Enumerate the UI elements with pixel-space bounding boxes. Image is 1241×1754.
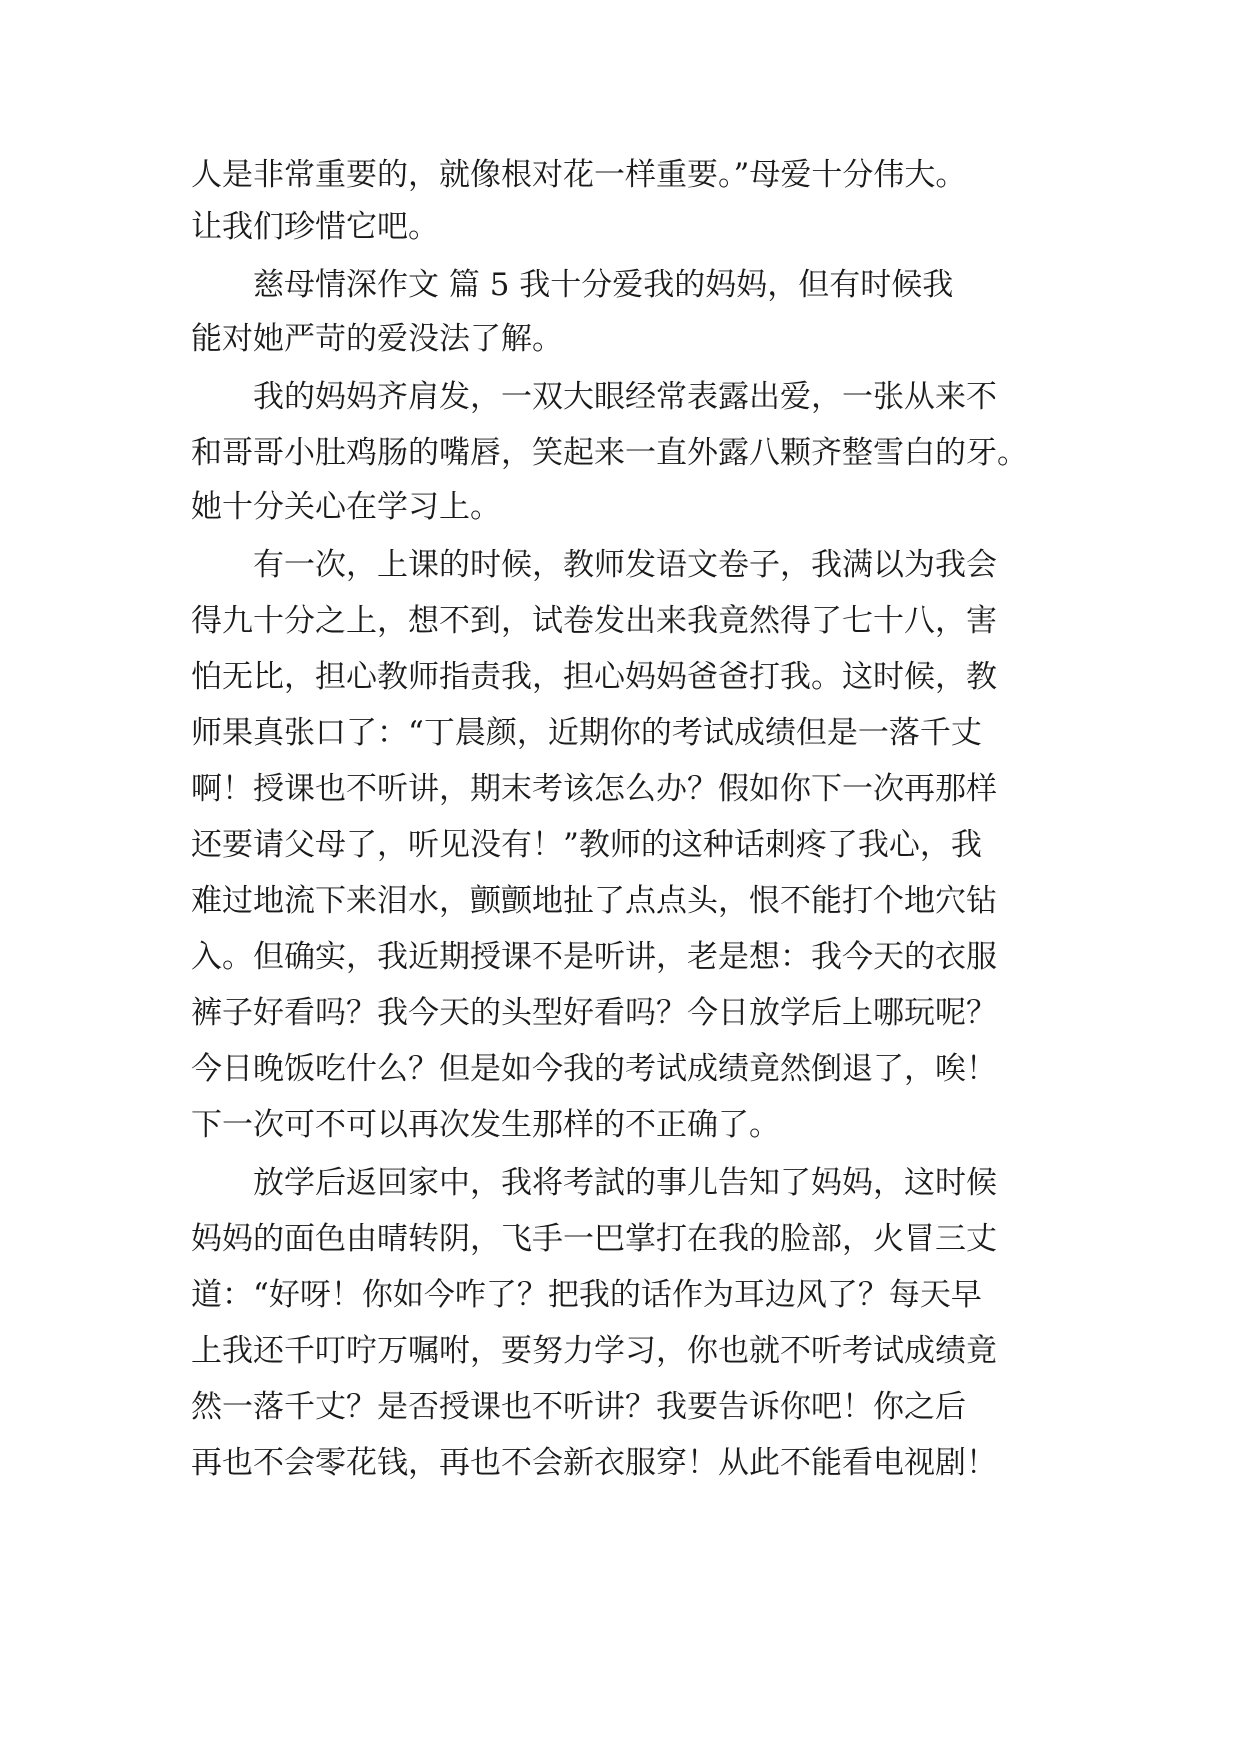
text-line: 入。但确实，我近期授课不是听讲，老是想：我今天的衣服 [191,939,997,975]
text-line: 道：“好呀！你如今咋了？把我的话作为耳边风了？每天早 [191,1277,982,1313]
text-line: 难过地流下来泪水，颤颤地扯了点点头，恨不能打个地穴钻 [191,883,997,919]
text-line: 能对她严苛的爱没法了解。 [191,321,563,357]
text-line: 今日晚饭吃什么？但是如今我的考试成绩竟然倒退了，唉！ [191,1051,997,1087]
text-line: 还要请父母了，听见没有！”教师的这种话刺疼了我心，我 [191,827,982,863]
text-line: 怕无比，担心教师指责我，担心妈妈爸爸打我。这时候，教 [191,659,997,695]
text-line: 裤子好看吗？我今天的头型好看吗？今日放学后上哪玩呢？ [191,995,997,1031]
text-line: 再也不会零花钱，再也不会新衣服穿！从此不能看电视剧！ [191,1445,997,1481]
text-line: 她十分关心在学习上。 [191,489,501,525]
text-line: 下一次可不可以再次发生那样的不正确了。 [191,1107,780,1143]
text-line: 啊！授课也不听讲，期末考该怎么办？假如你下一次再那样 [191,771,997,807]
text-line: 师果真张口了：“丁晨颜，近期你的考试成绩但是一落千丈 [191,715,982,751]
text-line: 妈妈的面色由晴转阴，飞手一巴掌打在我的脸部，火冒三丈 [191,1221,997,1257]
section-heading-line: 慈母情深作文 篇 5 我十分爱我的妈妈，但有时候我 [253,267,954,303]
text-line: 有一次，上课的时候，教师发语文卷子，我满以为我会 [253,547,997,583]
text-line: 和哥哥小肚鸡肠的嘴唇，笑起来一直外露八颗齐整雪白的牙。 [191,435,1028,471]
text-line: 我的妈妈齐肩发，一双大眼经常表露出爱，一张从来不 [253,379,997,415]
text-line: 上我还千叮咛万嘱咐，要努力学习，你也就不听考试成绩竟 [191,1333,997,1369]
text-line: 然一落千丈？是否授课也不听讲？我要告诉你吧！你之后 [191,1389,966,1425]
text-line: 放学后返回家中，我将考試的事儿告知了妈妈，这时候 [253,1165,997,1201]
text-line: 让我们珍惜它吧。 [191,209,439,245]
text-line: 得九十分之上，想不到，试卷发出来我竟然得了七十八，害 [191,603,997,639]
text-line: 人是非常重要的，就像根对花一样重要。”母爱十分伟大。 [191,157,967,193]
